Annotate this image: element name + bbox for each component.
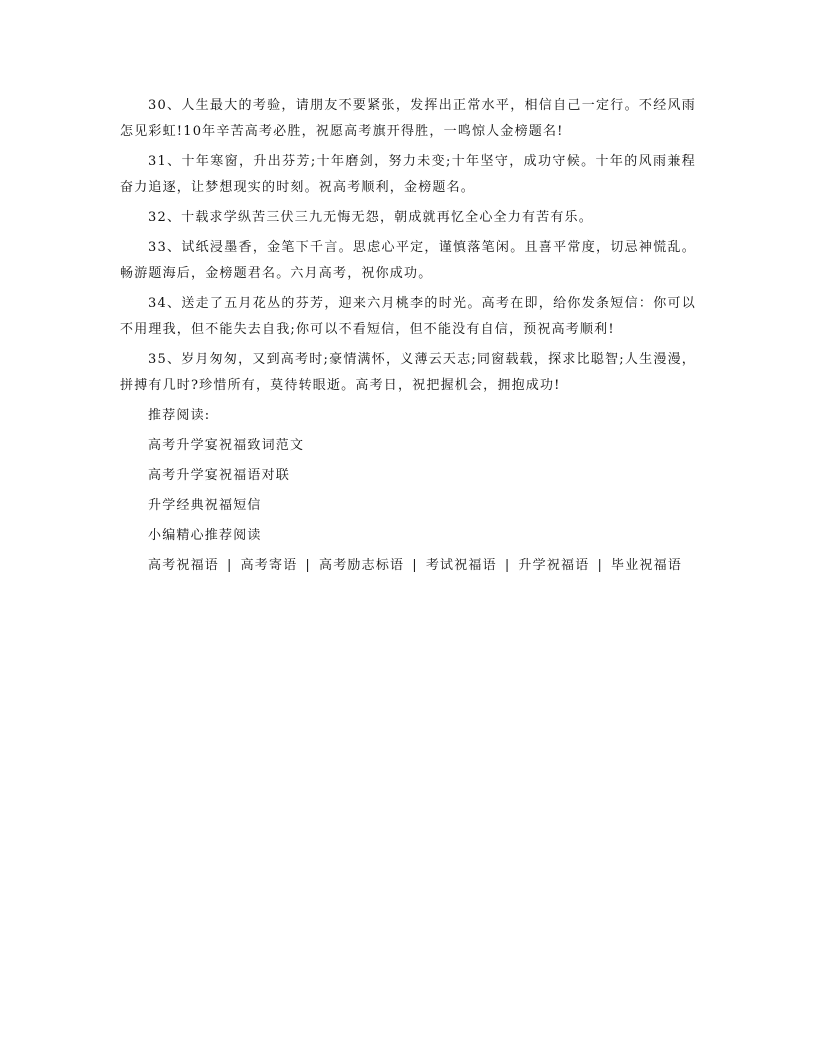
recommend-link-2[interactable]: 高考升学宴祝福语对联 (148, 468, 291, 483)
paragraph-34: 34、送走了五月花丛的芬芳，迎来六月桃李的时光。高考在即，给你发条短信：你可以不用理我，但不能失去自我;你可以不看短信，但不能没有自信，预祝高考顺利! (120, 296, 696, 337)
tag-link-gaokao-slogan[interactable]: 高考励志标语 (319, 558, 405, 573)
document-page (120, 93, 696, 579)
recommend-heading: 推荐阅读: (148, 408, 211, 423)
recommend-link-1[interactable]: 高考升学宴祝福致词范文 (148, 438, 305, 453)
tag-separator: | (412, 558, 418, 573)
editor-recommend-heading: 小编精心推荐阅读 (148, 528, 262, 543)
paragraph-32: 32、十载求学纵苦三伏三九无悔无怨，朝成就再忆全心全力有苦有乐。 (148, 210, 593, 225)
tag-separator: | (305, 558, 312, 573)
paragraph-35: 35、岁月匆匆，又到高考时;豪情满怀，义薄云天志;同窗载载，探求比聪智;人生漫漫，拼搏有几时?珍惜所有，莫待转眼逝。高考日，祝把握机会，拥抱成功! (120, 352, 696, 393)
tag-separator: | (504, 558, 511, 573)
tag-separator: | (227, 558, 233, 573)
paragraph-33: 33、试纸浸墨香，金笔下千言。思虑心平定，谨慎落笔闲。且喜平常度，切忌神慌乱。畅游题海后，金榜题君名。六月高考，祝你成功。 (120, 240, 696, 281)
tag-link-exam-blessing[interactable]: 考试祝福语 (425, 558, 497, 573)
tag-link-graduation-blessing[interactable]: 毕业祝福语 (611, 558, 683, 573)
recommend-link-3[interactable]: 升学经典祝福短信 (148, 498, 262, 513)
tag-link-gaokao-message[interactable]: 高考寄语 (240, 558, 298, 573)
paragraph-30: 30、人生最大的考验，请朋友不要紧张，发挥出正常水平，相信自己一定行。不经风雨怎见彩虹!10年辛苦高考必胜，祝愿高考旗开得胜，一鸣惊人金榜题名! (120, 98, 696, 139)
tag-link-admission-blessing[interactable]: 升学祝福语 (518, 558, 590, 573)
tag-link-gaokao-blessing[interactable]: 高考祝福语 (148, 558, 220, 573)
tag-row (120, 553, 696, 579)
tag-separator: | (597, 558, 604, 573)
paragraph-31: 31、十年寒窗，升出芬芳;十年磨剑，努力未变;十年坚守，成功守候。十年的风雨兼程奋力追逐，让梦想现实的时刻。祝高考顺利，金榜题名。 (120, 154, 696, 195)
